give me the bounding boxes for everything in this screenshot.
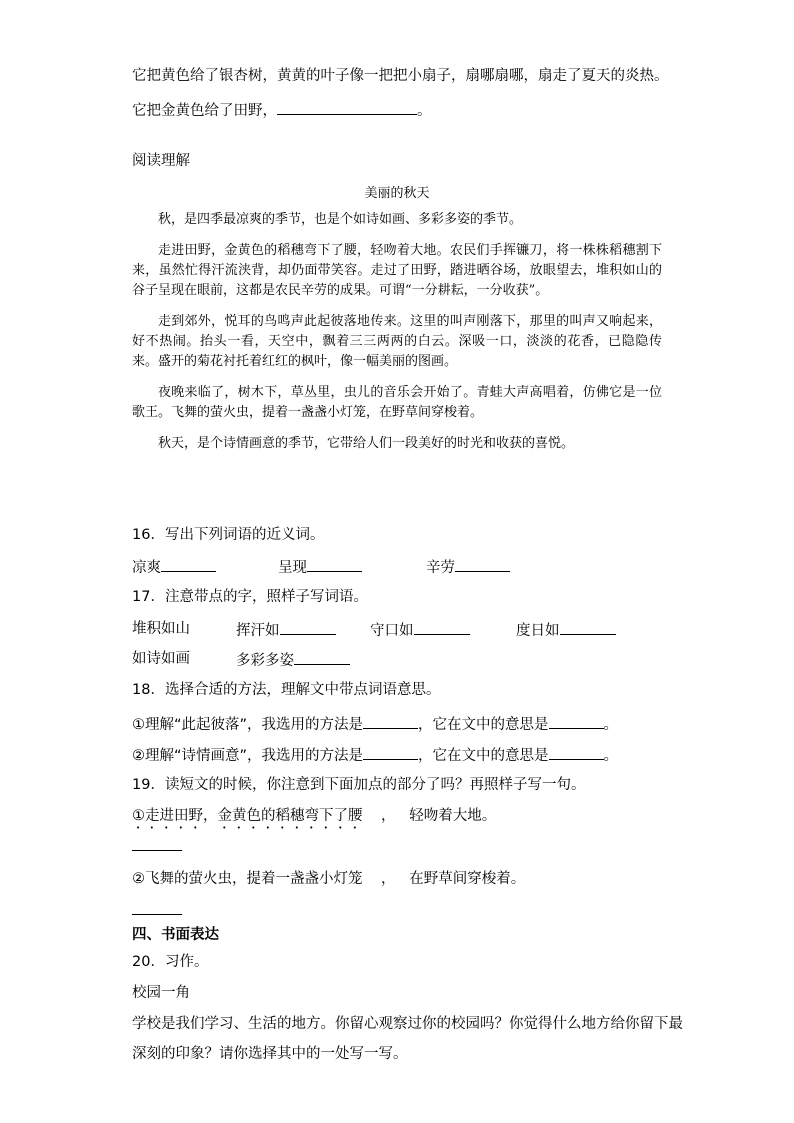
q19-item-2-model: ②飞舞的萤火虫，提着一盏盏小灯笼: [132, 871, 363, 887]
q16-word: 辛劳: [426, 560, 455, 576]
q19-item-1-emphasized: ①走进田野，金黄色的稻穗弯下了腰: [132, 808, 363, 824]
q19-item-1-rest: 轻吻着大地。: [409, 808, 497, 824]
q17-word: 挥汗如: [236, 623, 280, 639]
passage-paragraph: 秋，是四季最凉爽的季节，也是个如诗如画、多彩多姿的季节。: [158, 212, 523, 227]
section-heading-writing: 四、书面表达: [132, 927, 219, 943]
q19-item-1-comma: ，: [380, 808, 396, 824]
question-20-stem: 20．习作。: [132, 954, 209, 970]
question-18-item-1: [132, 713, 618, 735]
question-20-prompt-line-1: 学校是我们学习、生活的地方。你留心观察过你的校园吗？你觉得什么地方给你留下最: [132, 1016, 683, 1032]
answer-blank[interactable]: [294, 649, 350, 665]
q17-word: 守口如: [370, 623, 414, 639]
answer-blank[interactable]: [161, 556, 216, 572]
answer-blank[interactable]: [455, 556, 510, 572]
question-18-stem: 18．选择合适的方法，理解文中带点词语意思。: [132, 682, 441, 698]
passage-paragraph: 走到郊外，悦耳的鸟鸣声此起彼落地传来。这里的叫声刚落下，那里的叫声又响起来，好不热闹。抬头一看，天空中，飘着三三两两的白云。深吸一口，淡淡的花香，已隐隐传来。盛开的菊花衬托着红红的枫叶，像一幅美丽的图画。: [132, 314, 662, 369]
q18-item-2-mid: ，它在文中的意思是: [418, 748, 549, 764]
q19-item-2-comma: ，: [380, 871, 396, 887]
intro-line-2-suffix: 。: [417, 103, 432, 119]
question-16-stem: 16．写出下列词语的近义词。: [132, 527, 325, 543]
answer-line[interactable]: [132, 850, 182, 851]
answer-blank[interactable]: [363, 744, 418, 760]
q16-item: [426, 556, 510, 578]
q17-example: 如诗如画: [132, 651, 190, 667]
q16-item: [132, 556, 216, 578]
q18-item-2-prefix: ②理解“诗情画意”，我选用的方法是: [132, 748, 364, 764]
passage-paragraph: 夜晚来临了，树木下，草丛里，虫儿的音乐会开始了。青蛙大声高唱着，仿佛它是一位歌王。飞舞的萤火虫，提着一盏盏小灯笼，在野草间穿梭着。: [132, 385, 662, 420]
passage-paragraph: 秋天，是个诗情画意的季节，它带给人们一段美好的时光和收获的喜悦。: [158, 436, 575, 451]
q17-word: 度日如: [516, 623, 560, 639]
answer-blank[interactable]: [549, 744, 604, 760]
passage-body: [132, 210, 662, 465]
passage-paragraph: 走进田野，金黄色的稻穗弯下了腰，轻吻着大地。农民们手挥镰刀，将一株株稻穗割下来，虽然忙得汗流浃背，却仍面带笑容。走过了田野，踏进晒谷场，放眼望去，堆积如山的谷子呈现在眼前，这都是农民辛劳的成果。可谓“一分耕耘，一分收获”。: [132, 243, 662, 298]
question-18-item-2: [132, 744, 618, 766]
question-19-item-2: [132, 869, 525, 889]
q17-example: 堆积如山: [132, 621, 190, 637]
intro-line-1: 它把黄色给了银杏树，黄黄的叶子像一把把小扇子，扇哪扇哪，扇走了夏天的炎热。: [132, 68, 669, 84]
question-20-topic: 校园一角: [132, 985, 190, 1001]
q18-item-1-prefix: ①理解“此起彼落”，我选用的方法是: [132, 717, 364, 733]
q18-item-2-end: 。: [603, 748, 619, 764]
q16-word: 凉爽: [132, 560, 161, 576]
answer-blank[interactable]: [560, 619, 616, 635]
passage-title: 美丽的秋天: [364, 186, 430, 201]
answer-blank[interactable]: [363, 713, 418, 729]
q16-item: [278, 556, 362, 578]
question-19-stem: 19．读短文的时候，你注意到下面加点的部分了吗？再照样子写一句。: [132, 777, 586, 793]
answer-blank[interactable]: [280, 619, 336, 635]
q17-item: [370, 619, 470, 641]
q18-item-1-mid: ，它在文中的意思是: [418, 717, 549, 733]
q17-item: [236, 619, 336, 641]
intro-line-2: [132, 99, 432, 121]
answer-line[interactable]: [132, 914, 182, 915]
answer-blank[interactable]: [277, 99, 417, 115]
q16-word: 呈现: [278, 560, 307, 576]
q17-word: 多彩多姿: [236, 653, 294, 669]
q18-item-1-end: 。: [603, 717, 619, 733]
question-20-prompt-line-2: 深刻的印象？请你选择其中的一处写一写。: [132, 1046, 408, 1062]
q19-item-2-rest: 在野草间穿梭着。: [409, 871, 526, 887]
question-17-stem: 17．注意带点的字，照样子写词语。: [132, 589, 368, 605]
answer-blank[interactable]: [549, 713, 604, 729]
answer-blank[interactable]: [414, 619, 470, 635]
intro-line-2-prefix: 它把金黄色给了田野，: [132, 103, 277, 119]
q17-item: [236, 649, 350, 671]
question-19-item-1: [132, 806, 496, 832]
q17-item: [516, 619, 616, 641]
answer-blank[interactable]: [307, 556, 362, 572]
section-heading-reading: 阅读理解: [132, 153, 190, 169]
